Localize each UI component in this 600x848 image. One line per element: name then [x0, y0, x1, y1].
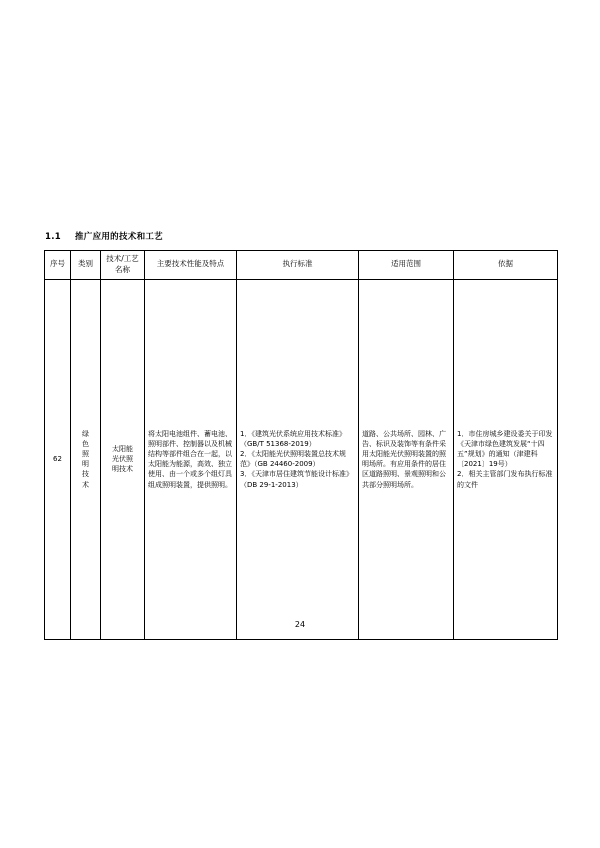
header-cell-basis: 依据 — [454, 251, 558, 280]
page-number: 24 — [294, 620, 306, 629]
section-title: 推广应用的技术和工艺 — [74, 232, 163, 242]
header-cell-standards: 执行标准 — [237, 251, 359, 280]
cell-no: 62 — [45, 279, 71, 639]
cell-performance — [145, 279, 237, 639]
section-heading — [45, 230, 163, 242]
header-cell-performance: 主要技术性能及特点 — [145, 251, 237, 280]
table-header-row — [45, 251, 558, 280]
header-cell-no: 序号 — [45, 251, 71, 280]
cell-basis — [454, 279, 558, 639]
cell-standards — [237, 279, 359, 639]
header-cell-name: 技术/工艺名称 — [101, 251, 145, 280]
standard-item: 2．《太阳能光伏照明装置总技术规范》（GB 24460-2009） — [240, 450, 346, 469]
cell-name — [101, 279, 145, 639]
basis-item: 1．市住房城乡建设委关于印发《天津市绿色建筑发展“十四五”规划》的通知（津建科〔2021〕19号） — [457, 429, 553, 469]
basis-item: 2．相关主管部门发布执行标准的文件 — [457, 470, 553, 489]
cell-category-text: 绿色照明技术 — [82, 429, 89, 489]
cell-category — [71, 279, 101, 639]
header-cell-category: 类别 — [71, 251, 101, 280]
section-number: 1.1 — [45, 232, 61, 242]
cell-name-text: 太阳能光伏照明技术 — [112, 445, 133, 474]
standard-item: 3．《天津市居住建筑节能设计标准》（DB 29-1-2013） — [240, 470, 353, 489]
scope-text: 道路、公共场所、园林、广告、标识及装饰等有条件采用太阳能光伏照明装置的照明场所。有应用条件的居住区道路照明、景观照明和公共部分照明场所。 — [362, 429, 446, 489]
table-row — [45, 279, 558, 639]
technology-table — [44, 250, 558, 640]
standard-item: 1．《建筑光伏系统应用技术标准》（GB/T 51368-2019） — [240, 429, 346, 448]
cell-scope — [359, 279, 454, 639]
header-cell-scope: 适用范围 — [359, 251, 454, 280]
performance-text: 将太阳电池组件、蓄电池、照明部件、控制器以及机械结构等部件组合在一起，以太阳能为能源，高效、独立使用、由一个或多个组灯具组成照明装置，提供照明。 — [148, 429, 232, 489]
